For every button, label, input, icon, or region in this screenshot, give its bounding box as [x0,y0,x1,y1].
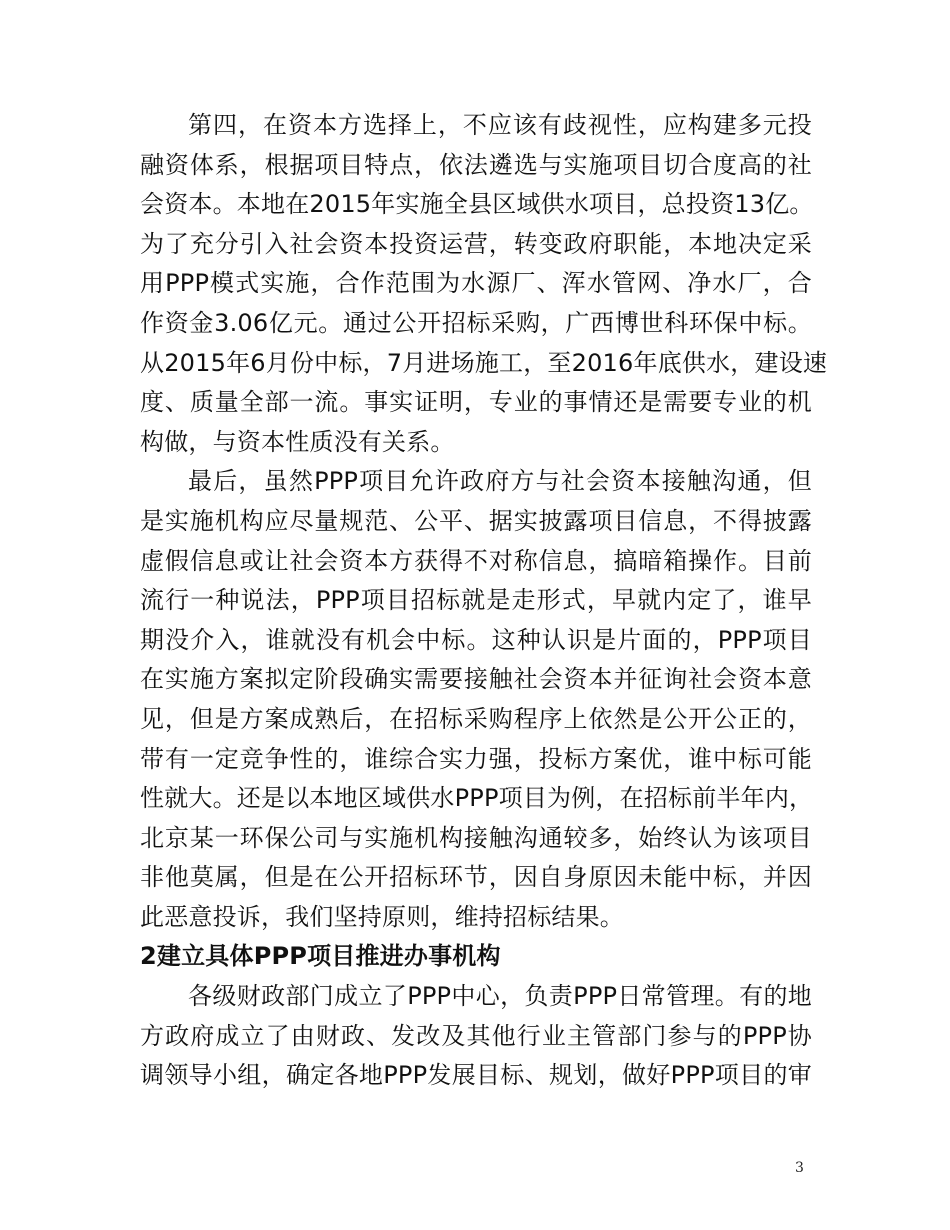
text-line: 各级财政部门成立了PPP中心，负责PPP日常管理。有的地 [188,982,812,1011]
text-line: 用PPP模式实施，合作范围为水源厂、浑水管网、净水厂，合 [140,269,812,298]
text-line: 作资金3.06亿元。通过公开招标采购，广西博世科环保中标。 [140,308,812,337]
text-line: 期没介入，谁就没有机会中标。这种认识是片面的，PPP项目 [140,625,812,654]
text-line: 性就大。还是以本地区域供水PPP项目为例，在招标前半年内， [140,784,814,813]
text-line: 从2015年6月份中标，7月进场施工，至2016年底供水，建设速 [140,348,828,377]
text-line: 在实施方案拟定阶段确实需要接触社会资本并征询社会资本意 [140,665,812,694]
body-text [140,106,828,1096]
text-line: 此恶意投诉，我们坚持原则，维持招标结果。 [140,902,624,931]
text-line: 虚假信息或让社会资本方获得不对称信息，搞暗箱操作。目前 [140,546,812,575]
text-line: 构做，与资本性质没有关系。 [140,427,455,456]
text-line: 调领导小组，确定各地PPP发展目标、规划，做好PPP项目的审 [140,1061,812,1090]
text-line: 见，但是方案成熟后，在招标采购程序上依然是公开公正的， [140,704,812,733]
text-line: 融资体系，根据项目特点，依法遴选与实施项目切合度高的社 [140,150,812,179]
text-line: 方政府成立了由财政、发改及其他行业主管部门参与的PPP协 [140,1021,812,1050]
text-line: 第四，在资本方选择上，不应该有歧视性，应构建多元投 [188,111,812,139]
page-number: 3 [795,1160,804,1176]
text-line: 最后，虽然PPP项目允许政府方与社会资本接触沟通，但 [188,467,812,496]
text-line: 是实施机构应尽量规范、公平、据实披露项目信息，不得披露 [140,506,812,535]
section-heading: 2建立具体PPP项目推进办事机构 [140,942,501,971]
text-line: 非他莫属，但是在公开招标环节，因自身原因未能中标，并因 [140,863,812,892]
text-line: 度、质量全部一流。事实证明，专业的事情还是需要专业的机 [140,388,812,417]
text-line: 会资本。本地在2015年实施全县区域供水项目，总投资13亿。 [140,190,814,219]
text-line: 北京某一环保公司与实施机构接触沟通较多，始终认为该项目 [140,823,812,852]
text-line: 为了充分引入社会资本投资运营，转变政府职能，本地决定采 [140,229,812,258]
text-line: 带有一定竞争性的，谁综合实力强，投标方案优，谁中标可能 [140,744,812,773]
text-line: 流行一种说法，PPP项目招标就是走形式，早就内定了，谁早 [140,586,812,615]
